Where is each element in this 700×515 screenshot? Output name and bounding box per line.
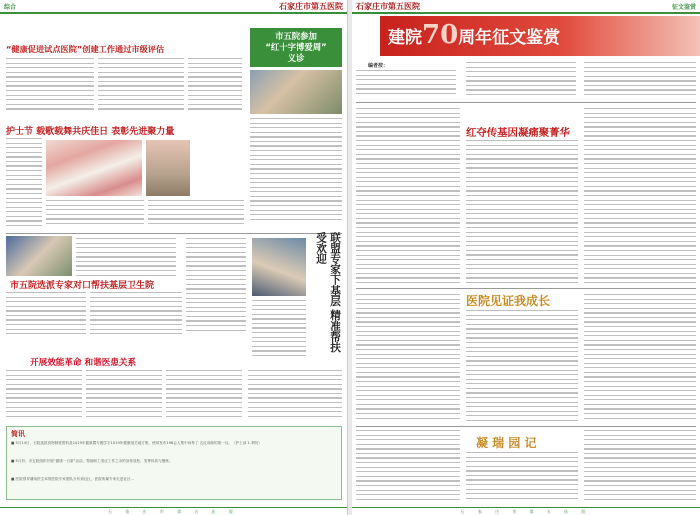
- right-header: [352, 0, 700, 14]
- efficiency-text-3: [166, 370, 242, 420]
- expert-text-2: [76, 238, 176, 278]
- editor-note-box: [356, 62, 696, 100]
- brief-item-1: ■ 5月14日，石院选拔食物制度资料及1019年健康暨专题学字1019年健康组关地方集，使用发布198会人集中向每了 名红戏师的第一目。（护士部 1.李院）: [11, 441, 262, 445]
- headline-gene: 红夺传基因凝痛聚菁华: [466, 127, 570, 139]
- left-page: [0, 0, 348, 515]
- poem-text-3: [584, 430, 696, 504]
- volunteer-clinic-box: [250, 28, 342, 228]
- brief-item-2: ■ 5月份，市五院组织开展“健康一日游”活动，帮助职工适应工作之余的身体放松，发挥体质与锻炼。: [11, 459, 173, 463]
- anniversary-banner: [352, 16, 700, 56]
- growth-article-text-3: [584, 294, 696, 424]
- nurse-award-photo: [146, 140, 190, 196]
- growth-article-text-2: [466, 310, 578, 424]
- section-tag: 综合: [4, 3, 17, 11]
- headline-growth: 医院见证我成长: [466, 294, 551, 308]
- editor-note-text-3: [584, 62, 696, 100]
- nurse-day-text-1: [6, 138, 42, 230]
- growth-article-text-1: [356, 294, 460, 424]
- efficiency-text-1: [6, 370, 82, 420]
- right-page: [352, 0, 700, 515]
- article-health-promotion-text-2: [98, 58, 184, 116]
- headline-health-promotion: “健康促进试点医院”创建工作通过市级评估: [6, 44, 165, 54]
- alliance-photo: [252, 238, 306, 296]
- volunteer-box-title: 市五院参加 “红十字博爱周” 义诊: [250, 28, 342, 67]
- efficiency-text-2: [86, 370, 162, 420]
- poem-text-2: [466, 452, 578, 504]
- brief-item-3: ■ 医院领导蒲雨医生率领医院专家团队分布到社区，医院所属专家走进社区...: [11, 477, 134, 481]
- divider: [6, 233, 342, 234]
- divider-bottom: [356, 426, 696, 427]
- newspaper-logo-right: 石家庄市第五医院: [356, 0, 420, 11]
- gene-article-text-1: [356, 108, 460, 286]
- headline-poem: 凝 瑞 园 记: [476, 436, 537, 450]
- volunteer-clinic-photo: [250, 70, 342, 114]
- nurse-day-text-2: [46, 200, 144, 230]
- expert-text-4: [186, 238, 246, 338]
- section-tag-right: 征文鉴赏: [671, 3, 696, 11]
- expert-text-3: [90, 292, 182, 338]
- headline-nurse-day: 护士节 载歌载舞共庆佳日 表彰先进聚力量: [6, 127, 175, 137]
- nurse-day-text-3: [148, 200, 244, 230]
- editor-note-label: 编者按：: [368, 63, 389, 69]
- news-brief-box: [6, 426, 342, 500]
- article-side-text: [188, 58, 242, 116]
- poem-text-1: [356, 430, 460, 504]
- editor-note-text-2: [466, 62, 576, 100]
- headline-efficiency-reform: 开展效能革命 和谐医患关系: [30, 358, 137, 368]
- article-health-promotion-text: [6, 58, 94, 116]
- newspaper-logo: 石家庄市第五医院: [279, 0, 343, 11]
- expert-text-1: [6, 292, 86, 338]
- alliance-text: [252, 300, 306, 362]
- volunteer-box-text: [250, 118, 342, 226]
- left-footer: 石 家 庄 市 第 五 医 院: [0, 507, 347, 515]
- gene-article-text-2: [466, 140, 578, 286]
- expert-assistance-photo: [6, 236, 72, 276]
- headline-expert-assistance: 市五院选派专家对口帮扶基层卫生院: [10, 281, 155, 291]
- editor-note-text: [356, 70, 456, 100]
- divider-editor: [356, 102, 696, 103]
- alliance-vertical-title: 联盟专家下基层 精准帮扶受欢迎: [315, 232, 341, 353]
- right-footer: 石 家 庄 市 第 五 医 院: [352, 507, 700, 515]
- gene-article-text-3: [584, 108, 696, 286]
- divider-mid: [356, 288, 696, 289]
- anniversary-banner-title: 建院70周年征文鉴赏: [388, 20, 561, 50]
- efficiency-text-4: [248, 370, 342, 420]
- nurse-celebration-photo: [46, 140, 142, 196]
- left-header: [0, 0, 347, 14]
- news-brief-label: 简讯: [11, 430, 25, 438]
